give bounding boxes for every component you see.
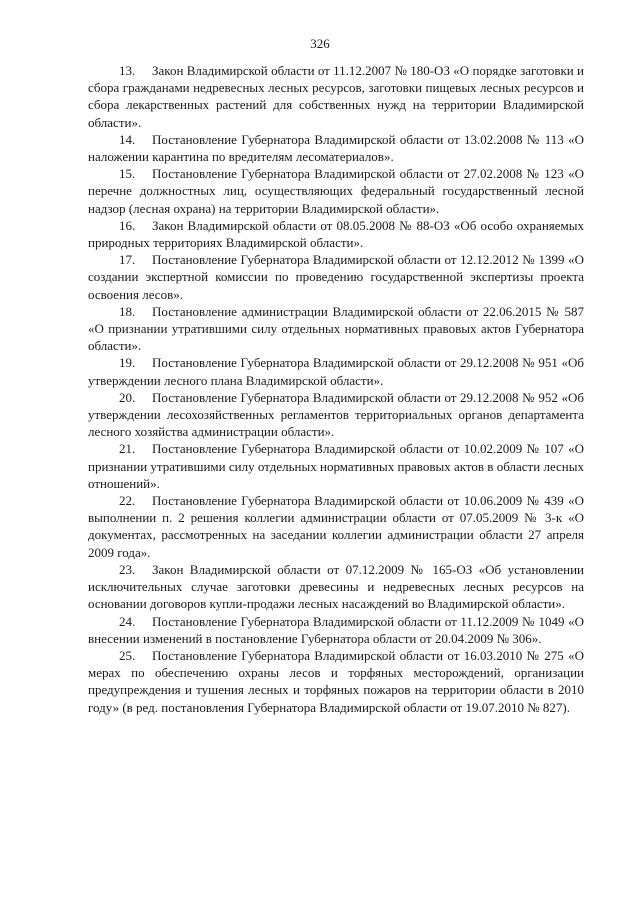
item-number: 17. <box>119 252 136 268</box>
item-number: 20. <box>119 389 136 405</box>
list-item <box>88 647 584 716</box>
list-item <box>88 354 584 388</box>
list-item <box>88 613 584 647</box>
item-number: 25. <box>119 647 136 663</box>
item-text: Закон Владимирской области от 07.12.2009 № 165-ОЗ «Об установлении исключительных случае заготовки древесины и недревесных лесных ресурсов на основании договоров купли-продажи лесных насаждений во Владимирской области». <box>88 561 584 612</box>
item-number: 19. <box>119 355 136 371</box>
item-number: 21. <box>119 441 136 457</box>
item-text: Постановление Губернатора Владимирской области от 27.02.2008 № 123 «О перечне должностных лиц, осуществляющих федеральный государственный лесной надзор (лесная охрана) на территории Владимирской области». <box>88 166 584 216</box>
item-text: Закон Владимирской области от 11.12.2007 № 180-ОЗ «О порядке заготовки и сбора гражданами недревесных лесных ресурсов, заготовки пищевых лесных ресурсов и сбора лекарственных растений для собственных нужд на территории Владимирской области». <box>88 63 584 130</box>
item-number: 15. <box>119 166 136 182</box>
item-number: 14. <box>119 131 136 147</box>
item-text: Закон Владимирской области от 08.05.2008 № 88-ОЗ «Об особо охраняемых природных территориях Владимирской области». <box>88 217 584 251</box>
item-number: 22. <box>119 493 136 509</box>
list-item <box>88 303 584 355</box>
item-number: 16. <box>119 217 136 233</box>
list-item <box>88 165 584 217</box>
item-text: Постановление Губернатора Владимирской области от 10.02.2009 № 107 «О признании утратившими силу отдельных нормативных правовых актов в области лесных отношений». <box>88 441 584 491</box>
item-text: Постановление Губернатора Владимирской области от 16.03.2010 № 275 «О мерах по обеспечению охраны лесов и торфяных месторождений, организации предупреждения и тушения лесных и торфяных пожаров на территории области в 2010 году» (в ред. постановления Губернатора Владимирской области от 19.07.2010 № 827). <box>88 647 584 715</box>
item-text: Постановление администрации Владимирской области от 22.06.2015 № 587 «О признании утратившими силу отдельных нормативных правовых актов Губернатора области». <box>88 303 584 354</box>
item-text: Постановление Губернатора Владимирской области от 29.12.2008 № 951 «Об утверждении лесного плана Владимирской области». <box>88 355 584 388</box>
list-item <box>88 217 584 251</box>
item-text: Постановление Губернатора Владимирской области от 10.06.2009 № 439 «О выполнении п. 2 решения коллегии администрации области от 07.05.2009 № 3-к «О документах, рассмотренных на заседании коллегии администрации области 27 апреля 2009 года». <box>88 493 584 560</box>
item-number: 24. <box>119 613 136 629</box>
item-number: 23. <box>119 561 136 577</box>
item-text: Постановление Губернатора Владимирской области от 11.12.2009 № 1049 «О внесении изменений в постановление Губернатора области от 20.04.2009 № 306». <box>88 613 584 646</box>
list-item <box>88 251 584 303</box>
list-item <box>88 62 584 131</box>
page-number: 326 <box>310 36 330 51</box>
list-item <box>88 492 584 561</box>
item-number: 18. <box>119 303 136 319</box>
list-item <box>88 561 584 613</box>
document-body <box>88 62 584 716</box>
list-item <box>88 131 584 165</box>
list-item <box>88 440 584 492</box>
item-text: Постановление Губернатора Владимирской области от 12.12.2012 № 1399 «О создании экспертной комиссии по проведению государственной экспертизы проекта освоения лесов». <box>88 252 584 302</box>
list-item <box>88 389 584 441</box>
item-text: Постановление Губернатора Владимирской области от 13.02.2008 № 113 «О наложении карантина по вредителям лесоматериалов». <box>88 131 584 165</box>
item-number: 13. <box>119 63 136 78</box>
item-text: Постановление Губернатора Владимирской области от 29.12.2008 № 952 «Об утверждении лесохозяйственных регламентов территориальных органов департамента лесного хозяйства администрации области». <box>88 389 584 440</box>
